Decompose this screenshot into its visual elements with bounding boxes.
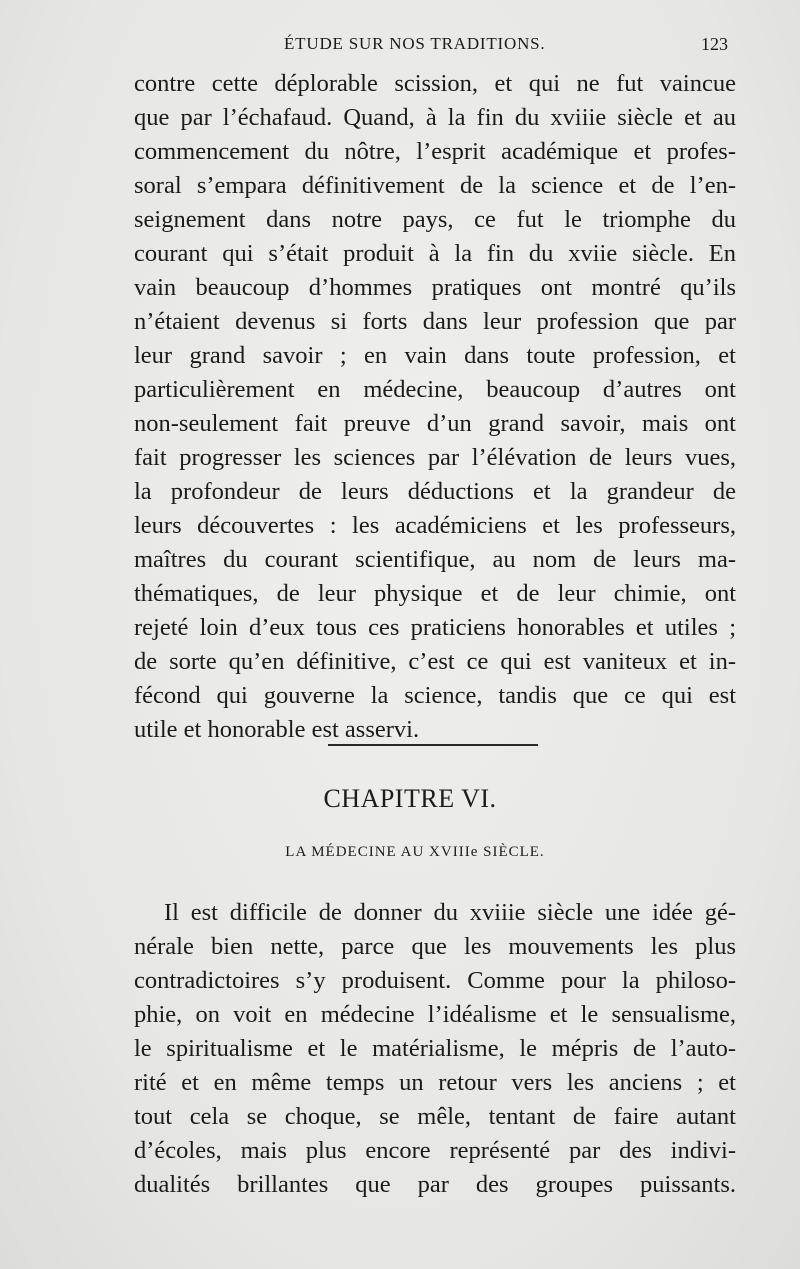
text-line: phie, on voit en médecine l’idéalisme et le sensualisme, bbox=[134, 1001, 736, 1028]
page-number: 123 bbox=[701, 34, 728, 54]
text-line: que par l’échafaud. Quand, à la fin du xviiie siècle et au bbox=[134, 104, 736, 131]
text-line: thématiques, de leur physique et de leur chimie, ont bbox=[134, 580, 736, 607]
text-line: commencement du nôtre, l’esprit académique et profes- bbox=[134, 138, 736, 165]
text-line: la profondeur de leurs déductions et la grandeur de bbox=[134, 478, 736, 505]
text-line: leurs découvertes : les académiciens et les professeurs, bbox=[134, 512, 736, 539]
chapter-subtitle: LA MÉDECINE AU XVIIIe SIÈCLE. bbox=[285, 844, 545, 860]
section-divider bbox=[328, 744, 538, 746]
running-head bbox=[134, 34, 734, 56]
text-line: contre cette déplorable scission, et qui ne fut vaincue bbox=[134, 70, 736, 97]
text-line: nérale bien nette, parce que les mouvements les plus bbox=[134, 933, 736, 960]
text-line: fait progresser les sciences par l’élévation de leurs vues, bbox=[134, 444, 736, 471]
text-line: le spiritualisme et le matérialisme, le mépris de l’auto- bbox=[134, 1035, 736, 1062]
text-line: non-seulement fait preuve d’un grand savoir, mais ont bbox=[134, 410, 736, 437]
text-line: utile et honorable est asservi. bbox=[134, 716, 420, 743]
running-title: ÉTUDE SUR NOS TRADITIONS. bbox=[284, 34, 546, 53]
text-line: Il est difficile de donner du xviiie siècle une idée gé- bbox=[164, 899, 736, 926]
text-line: dualités brillantes que par des groupes puissants. bbox=[134, 1171, 736, 1198]
text-line: rité et en même temps un retour vers les anciens ; et bbox=[134, 1069, 736, 1096]
text-line: particulièrement en médecine, beaucoup d’autres ont bbox=[134, 376, 736, 403]
text-line: contradictoires s’y produisent. Comme pour la philoso- bbox=[134, 967, 736, 994]
text-line: courant qui s’était produit à la fin du xviie siècle. En bbox=[134, 240, 736, 267]
text-line: fécond qui gouverne la science, tandis que ce qui est bbox=[134, 682, 736, 709]
text-line: soral s’empara définitivement de la science et de l’en- bbox=[134, 172, 736, 199]
text-line: rejeté loin d’eux tous ces praticiens honorables et utiles ; bbox=[134, 614, 736, 641]
text-line: vain beaucoup d’hommes pratiques ont montré qu’ils bbox=[134, 274, 736, 301]
paragraph-1 bbox=[134, 67, 736, 747]
text-line: seignement dans notre pays, ce fut le triomphe du bbox=[134, 206, 736, 233]
chapter-title: CHAPITRE VI. bbox=[323, 784, 497, 813]
paragraph-2 bbox=[134, 896, 736, 1202]
text-line: de sorte qu’en définitive, c’est ce qui est vaniteux et in- bbox=[134, 648, 736, 675]
text-line: n’étaient devenus si forts dans leur profession que par bbox=[134, 308, 736, 335]
text-line: tout cela se choque, se mêle, tentant de faire autant bbox=[134, 1103, 736, 1130]
text-line: leur grand savoir ; en vain dans toute profession, et bbox=[134, 342, 736, 369]
text-line: d’écoles, mais plus encore représenté par des indivi- bbox=[134, 1137, 736, 1164]
text-line: maîtres du courant scientifique, au nom de leurs ma- bbox=[134, 546, 736, 573]
